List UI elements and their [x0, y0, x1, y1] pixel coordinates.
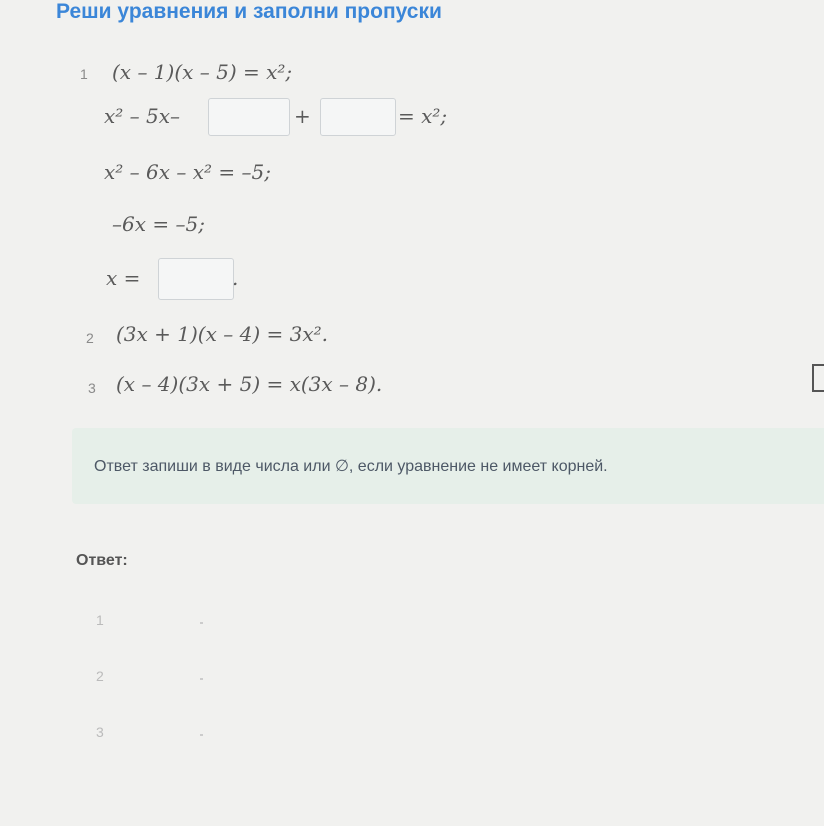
- answer-label: Ответ:: [76, 552, 128, 569]
- expand-panel-icon[interactable]: [812, 364, 824, 392]
- step-1-prefix: x² – 5x–: [104, 104, 181, 128]
- step-3-equation: –6x = –5;: [112, 212, 205, 236]
- blank-input-3[interactable]: [158, 258, 234, 300]
- answer-row-2-number: 2: [96, 668, 104, 684]
- answer-row-1-number: 1: [96, 612, 104, 628]
- problem-number-2: 2: [86, 330, 94, 346]
- step-1-suffix: = x²;: [398, 104, 448, 128]
- step-1-plus: +: [294, 104, 311, 128]
- answer-row-3-number: 3: [96, 724, 104, 740]
- answer-row-3-field[interactable]: [200, 734, 203, 736]
- blank-input-1[interactable]: [208, 98, 290, 136]
- step-4-suffix: .: [232, 266, 239, 290]
- step-4-prefix: x =: [106, 266, 141, 290]
- problem-1-equation: (x – 1)(x – 5) = x²;: [112, 60, 293, 84]
- problem-2-equation: (3x + 1)(x – 4) = 3x².: [116, 322, 328, 346]
- page-title: Реши уравнения и заполни пропуски: [56, 0, 442, 23]
- step-2-equation: x² – 6x – x² = –5;: [104, 160, 271, 184]
- problem-number-3: 3: [88, 380, 96, 396]
- problem-number-1: 1: [80, 66, 88, 82]
- answer-row-1-field[interactable]: [200, 622, 203, 624]
- hint-text: Ответ запиши в виде числа или ∅, если уравнение не имеет корней.: [94, 458, 608, 475]
- hint-box: [72, 428, 824, 504]
- blank-input-2[interactable]: [320, 98, 396, 136]
- answer-row-2-field[interactable]: [200, 678, 203, 680]
- problem-3-equation: (x – 4)(3x + 5) = x(3x – 8).: [116, 372, 383, 396]
